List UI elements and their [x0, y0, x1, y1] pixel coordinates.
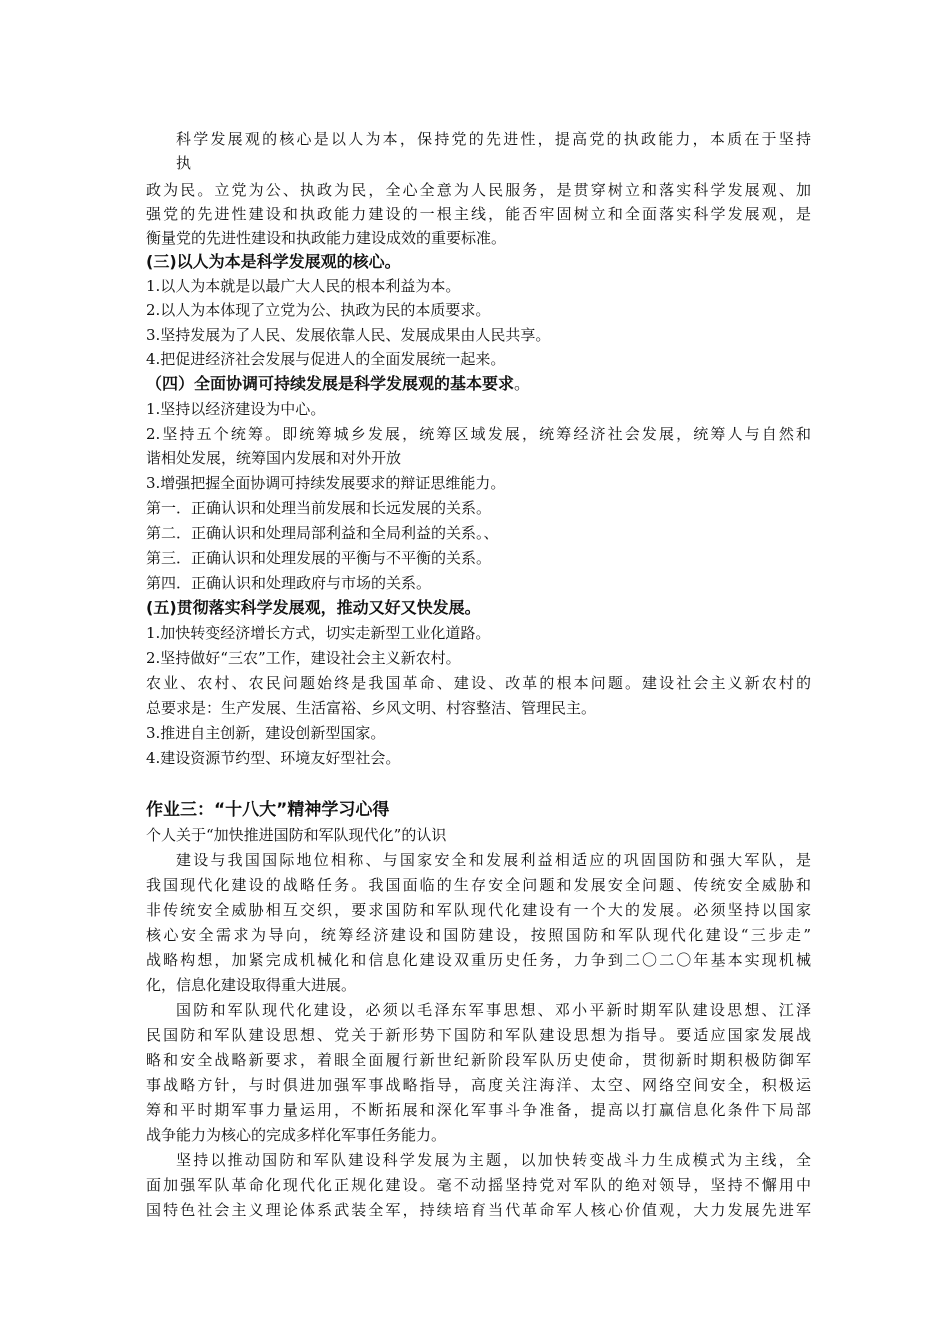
section-4-item-2b: 谐相处发展，统筹国内发展和对外开放	[146, 449, 402, 467]
section-4-heading-tail: 。	[514, 374, 531, 393]
section-4-item-1: 1.坚持以经济建设为中心。	[146, 400, 326, 418]
section-5-item-2: 2.坚持做好“三农”工作，建设社会主义新农村。	[146, 649, 461, 667]
homework-3-p2-line-5: 筹和平时期军事力量运用，不断拓展和深化军事斗争准备，提高以打赢信息化条件下局部	[146, 1101, 811, 1119]
section-4-item-2a: 2.坚持五个统筹。即统筹城乡发展，统筹区域发展，统筹经济社会发展，统筹人与自然和	[146, 425, 811, 443]
section-3-item-2: 2.以人为本体现了立党为公、执政为民的本质要求。	[146, 301, 491, 319]
section-5-para-a: 农业、农村、农民问题始终是我国革命、建设、改革的根本问题。建设社会主义新农村的	[146, 674, 811, 692]
homework-3-p2-line-3: 略和安全战略新要求，着眼全面履行新世纪新阶段军队历史使命，贯彻新时期积极防御军	[146, 1051, 811, 1069]
homework-3-p1-line-3: 非传统安全威胁相互交织，要求国防和军队现代化建设有一个大的发展。必须坚持以国家	[146, 901, 811, 919]
intro-line-1b: 执	[176, 154, 192, 172]
homework-3-p1-line-4: 核心安全需求为导向，统筹经济建设和国防建设，按照国防和军队现代化建设“三步走”	[146, 926, 811, 944]
homework-3-p2-line-4: 事战略方针，与时俱进加强军事战略指导，高度关注海洋、太空、网络空间安全，积极运	[146, 1076, 811, 1094]
section-5-heading: (五)贯彻落实科学发展观，推动又好又快发展。	[146, 598, 481, 617]
homework-3-p3-line-2: 面加强军队革命化现代化正规化建设。毫不动摇坚持党对军队的绝对领导，坚持不懈用中	[146, 1176, 811, 1194]
section-3-heading: (三)以人为本是科学发展观的核心。	[146, 252, 401, 271]
section-4-item-3: 3.增强把握全面协调可持续发展要求的辩证思维能力。	[146, 474, 506, 492]
homework-3-p1-line-5: 战略构想，加紧完成机械化和信息化建设双重历史任务，力争到二〇二〇年基本实现机械	[146, 951, 811, 969]
section-4-point-1: 第一．正确认识和处理当前发展和长远发展的关系。	[146, 499, 492, 517]
homework-3-p1-line-6: 化，信息化建设取得重大进展。	[146, 976, 357, 994]
homework-3-p3-line-1: 坚持以推动国防和军队建设科学发展为主题，以加快转变战斗力生成模式为主线，全	[176, 1151, 811, 1169]
section-3-item-3: 3.坚持发展为了人民、发展依靠人民、发展成果由人民共享。	[146, 326, 551, 344]
homework-3-p1-line-2: 我国现代化建设的战略任务。我国面临的生存安全问题和发展安全问题、传统安全威胁和	[146, 876, 811, 894]
section-4-point-4: 第四．正确认识和处理政府与市场的关系。	[146, 574, 432, 592]
section-4-heading-text: （四）全面协调可持续发展是科学发展观的基本要求	[146, 374, 515, 393]
section-3-item-1: 1.以人为本就是以最广大人民的根本利益为本。	[146, 277, 461, 295]
homework-3-subtitle: 个人关于“加快推进国防和军队现代化”的认识	[146, 826, 447, 844]
homework-3-title: 作业三：“十八大”精神学习心得	[146, 800, 390, 820]
section-4-point-3: 第三．正确认识和处理发展的平衡与不平衡的关系。	[146, 549, 492, 567]
section-4-heading	[146, 372, 530, 396]
intro-line-4: 衡量党的先进性建设和执政能力建设成效的重要标准。	[146, 229, 507, 247]
section-5-item-3: 3.推进自主创新，建设创新型国家。	[146, 724, 386, 742]
homework-3-p3-line-3: 国特色社会主义理论体系武装全军，持续培育当代革命军人核心价值观，大力发展先进军	[146, 1201, 811, 1219]
intro-line-3: 强党的先进性建设和执政能力建设的一根主线，能否牢固树立和全面落实科学发展观，是	[146, 205, 811, 223]
intro-line-1: 科学发展观的核心是以人为本，保持党的先进性，提高党的执政能力，本质在于坚持	[176, 130, 811, 148]
homework-3-p1-line-1: 建设与我国国际地位相称、与国家安全和发展利益相适应的巩固国防和强大军队，是	[176, 851, 811, 869]
homework-3-p2-line-2: 民国防和军队建设思想、党关于新形势下国防和军队建设思想为指导。要适应国家发展战	[146, 1026, 811, 1044]
section-4-point-2: 第二．正确认识和处理局部利益和全局利益的关系。、	[146, 524, 499, 542]
intro-line-2: 政为民。立党为公、执政为民，全心全意为人民服务，是贯穿树立和落实科学发展观、加	[146, 181, 811, 199]
homework-3-p2-line-1: 国防和军队现代化建设，必须以毛泽东军事思想、邓小平新时期军队建设思想、江泽	[176, 1001, 811, 1019]
section-5-item-1: 1.加快转变经济增长方式，切实走新型工业化道路。	[146, 624, 491, 642]
section-5-para-b: 总要求是：生产发展、生活富裕、乡风文明、村容整洁、管理民主。	[146, 699, 597, 717]
homework-3-p2-line-6: 战争能力为核心的完成多样化军事任务能力。	[146, 1126, 447, 1144]
section-3-item-4: 4.把促进经济社会发展与促进人的全面发展统一起来。	[146, 350, 506, 368]
section-5-item-4: 4.建设资源节约型、环境友好型社会。	[146, 749, 401, 767]
